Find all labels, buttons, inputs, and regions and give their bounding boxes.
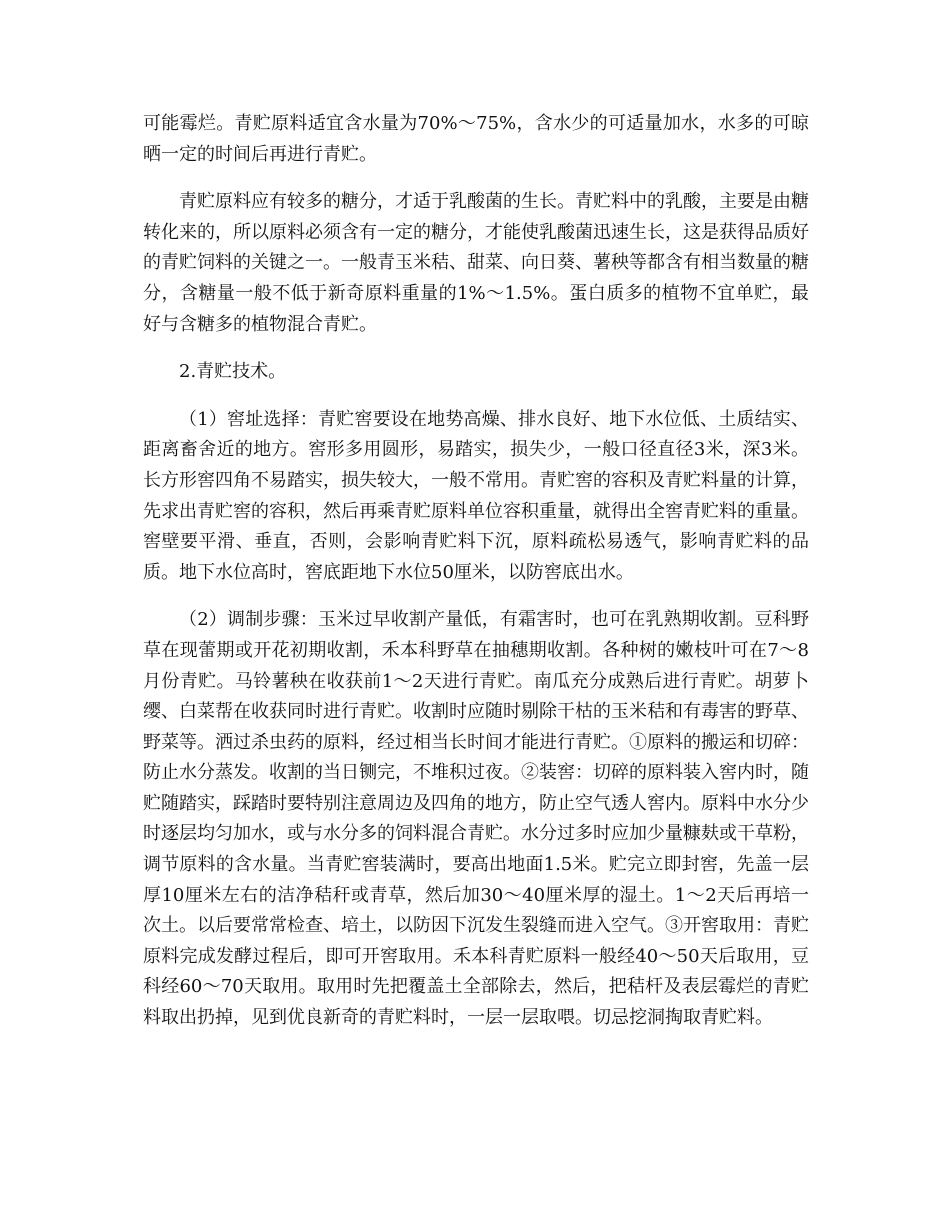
section-heading-silage-technique: 2.青贮技术。 [179, 361, 287, 383]
paragraph-preparation-steps: （2）调制步骤：玉米过早收割产量低，有霜害时，也可在乳熟期收割。豆科野草在现蕾期或开花初期收割，禾本科野草在抽穗期收割。各种树的嫩枝叶可在7～8月份青贮。马铃薯秧在收获前1～2天进行青贮。南瓜充分成熟后进行青贮。胡萝卜缨、白菜帮在收获同时进行青贮。收割时应随时剔除干枯的玉米秸和有毒害的野草、野菜等。洒过杀虫药的原料，经过相当长时间才能进行青贮。①原料的搬运和切碎：防止水分蒸发。收割的当日铡完，不堆积过夜。②装窖：切碎的原料装入窖内时，随贮随踏实，踩踏时要特别注意周边及四角的地方，防止空气透人窖内。原料中水分少时逐层均匀加水，或与水分多的饲料混合青贮。水分过多时应加少量糠麸或干草粉，调节原料的含水量。当青贮窖装满时，要高出地面1.5米。贮完立即封窖，先盖一层厚10厘米左右的洁净秸秆或青草，然后加30～40厘米厚的湿土。1～2天后再培一次土。以后要常常检查、培土，以防因下沉发生裂缝而进入空气。③开窖取用：青贮原料完成发酵过程后，即可开窖取用。禾本科青贮原料一般经40～50天后取用，豆科经60～70天取用。取用时先把覆盖土全部除去，然后，把秸杆及表层霉烂的青贮料取出扔掉，见到优良新奇的青贮料时，一层一层取喂。切忌挖洞掏取青贮料。 [143, 609, 809, 1029]
document-body [143, 109, 809, 1051]
paragraph-site-selection: （1）窖址选择：青贮窖要设在地势高燥、排水良好、地下水位低、土质结实、距离畜舍近的地方。窖形多用圆形，易踏实，损失少，一般口径直径3米，深3米。长方形窖四角不易踏实，损失较大，一般不常用。青贮窖的容积及青贮料量的计算，先求出青贮窖的容积，然后再乘青贮原料单位容积重量，就得出全窖青贮料的重量。窖壁要平滑、垂直，否则，会影响青贮料下沉，原料疏松易透气，影响青贮料的品质。地下水位高时，窖底距地下水位50厘米，以防窖底出水。 [143, 408, 809, 583]
paragraph-sugar-content: 青贮原料应有较多的糖分，才适于乳酸菌的生长。青贮料中的乳酸，主要是由糖转化来的，所以原料必须含有一定的糖分，才能使乳酸菌迅速生长，这是获得品质好的青贮饲料的关键之一。一般青玉米秸、甜菜、向日葵、薯秧等都含有相当数量的糖分，含糖量一般不低于新奇原料重量的1%～1.5%。蛋白质多的植物不宜单贮，最好与含糖多的植物混合青贮。 [143, 191, 809, 335]
paragraph-continuation: 可能霉烂。青贮原料适宜含水量为70%～75%，含水少的可适量加水，水多的可晾晒一定的时间后再进行青贮。 [143, 113, 809, 165]
